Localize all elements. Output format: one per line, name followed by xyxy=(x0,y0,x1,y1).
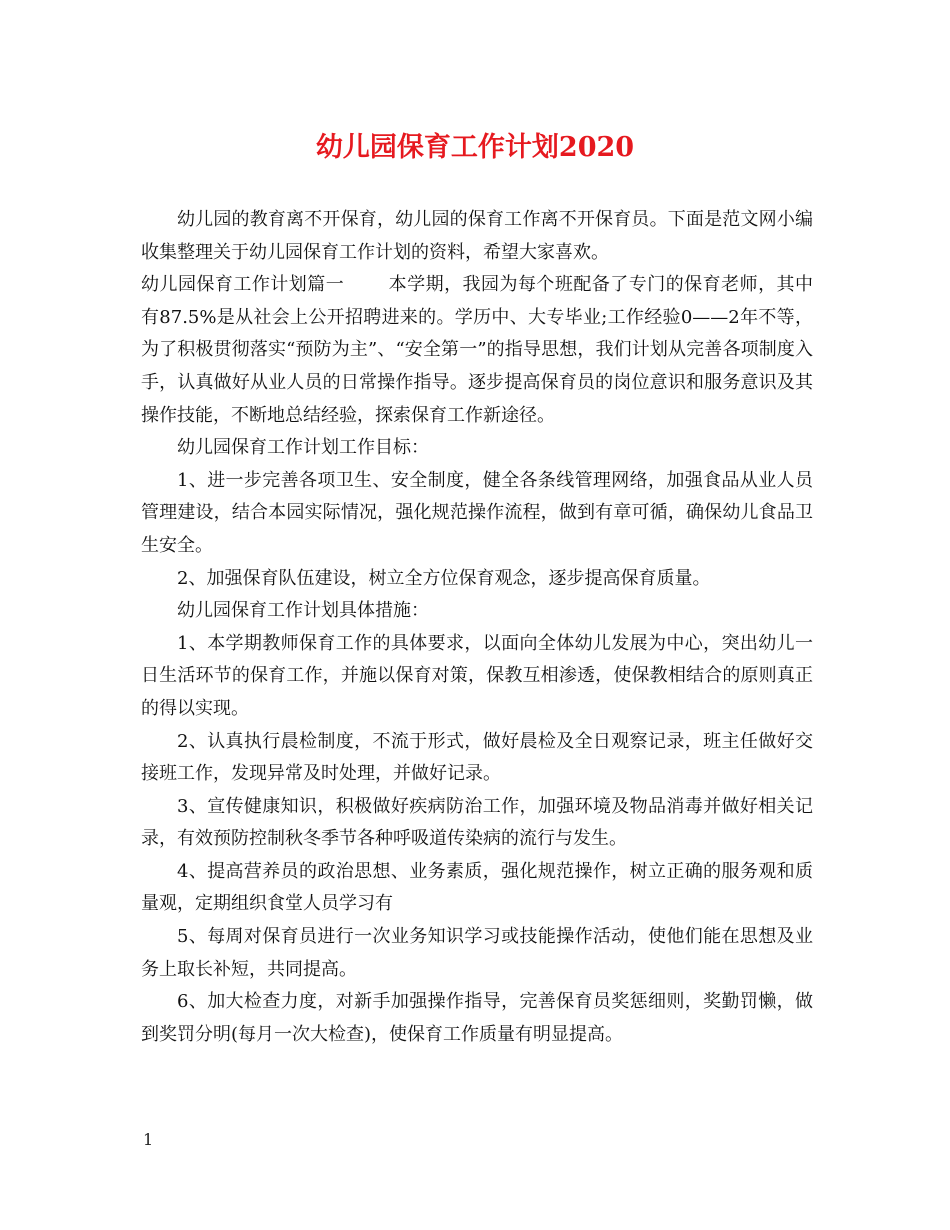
measure-item: 3、宣传健康知识，积极做好疾病防治工作，加强环境及物品消毒并做好相关记录，有效预防控制秋冬季节各种呼吸道传染病的流行与发生。 xyxy=(141,795,813,850)
measure-item: 6、加大检查力度，对新手加强操作指导，完善保育员奖惩细则，奖勤罚懒，做到奖罚分明(每月一次大检查)，使保育工作质量有明显提高。 xyxy=(141,991,813,1045)
section-one-paragraph xyxy=(141,269,813,432)
measure-item: 4、提高营养员的政治思想、业务素质，强化规范操作，树立正确的服务观和质量观，定期组织食堂人员学习有 xyxy=(141,860,813,915)
goal-item: 1、进一步完善各项卫生、安全制度，健全各条线管理网络，加强食品从业人员管理建设，结合本园实际情况，强化规范操作流程，做到有章可循，确保幼儿食品卫生安全。 xyxy=(141,469,813,556)
document-title: 幼儿园保育工作计划2020 xyxy=(315,132,635,163)
measure-item: 1、本学期教师保育工作的具体要求，以面向全体幼儿发展为中心，突出幼儿一日生活环节的保育工作，并施以保育对策，保教互相渗透，使保教相结合的原则真正的得以实现。 xyxy=(141,632,813,719)
section-label: 幼儿园保育工作计划篇一 xyxy=(141,274,345,296)
goals-heading: 幼儿园保育工作计划工作目标： xyxy=(177,437,429,459)
intro-paragraph: 幼儿园的教育离不开保育，幼儿园的保育工作离不开保育员。下面是范文网小编收集整理关于幼儿园保育工作计划的资料，希望大家喜欢。 xyxy=(141,209,813,263)
section-text: 本学期，我园为每个班配备了专门的保育老师，其中有87.5%是从社会上公开招聘进来的。学历中、大专毕业;工作经验0——2年不等，为了积极贯彻落实“预防为主”、“安全第一”的指导思想，我们计划从完善各项制度入手，认真做好从业人员的日常操作指导。逐步提高保育员的岗位意识和服务意识及其操作技能，不断地总结经验，探索保育工作新途径。 xyxy=(141,274,814,426)
document-body xyxy=(141,204,813,1051)
measures-heading: 幼儿园保育工作计划具体措施： xyxy=(177,600,429,622)
measure-item: 2、认真执行晨检制度，不流于形式，做好晨检及全日观察记录，班主任做好交接班工作，发现异常及时处理，并做好记录。 xyxy=(141,730,813,785)
measure-item: 5、每周对保育员进行一次业务知识学习或技能操作活动，使他们能在思想及业务上取长补短，共同提高。 xyxy=(141,926,813,980)
page-number: 1 xyxy=(143,1130,154,1149)
goal-item: 2、加强保育队伍建设，树立全方位保育观念，逐步提高保育质量。 xyxy=(177,567,711,589)
